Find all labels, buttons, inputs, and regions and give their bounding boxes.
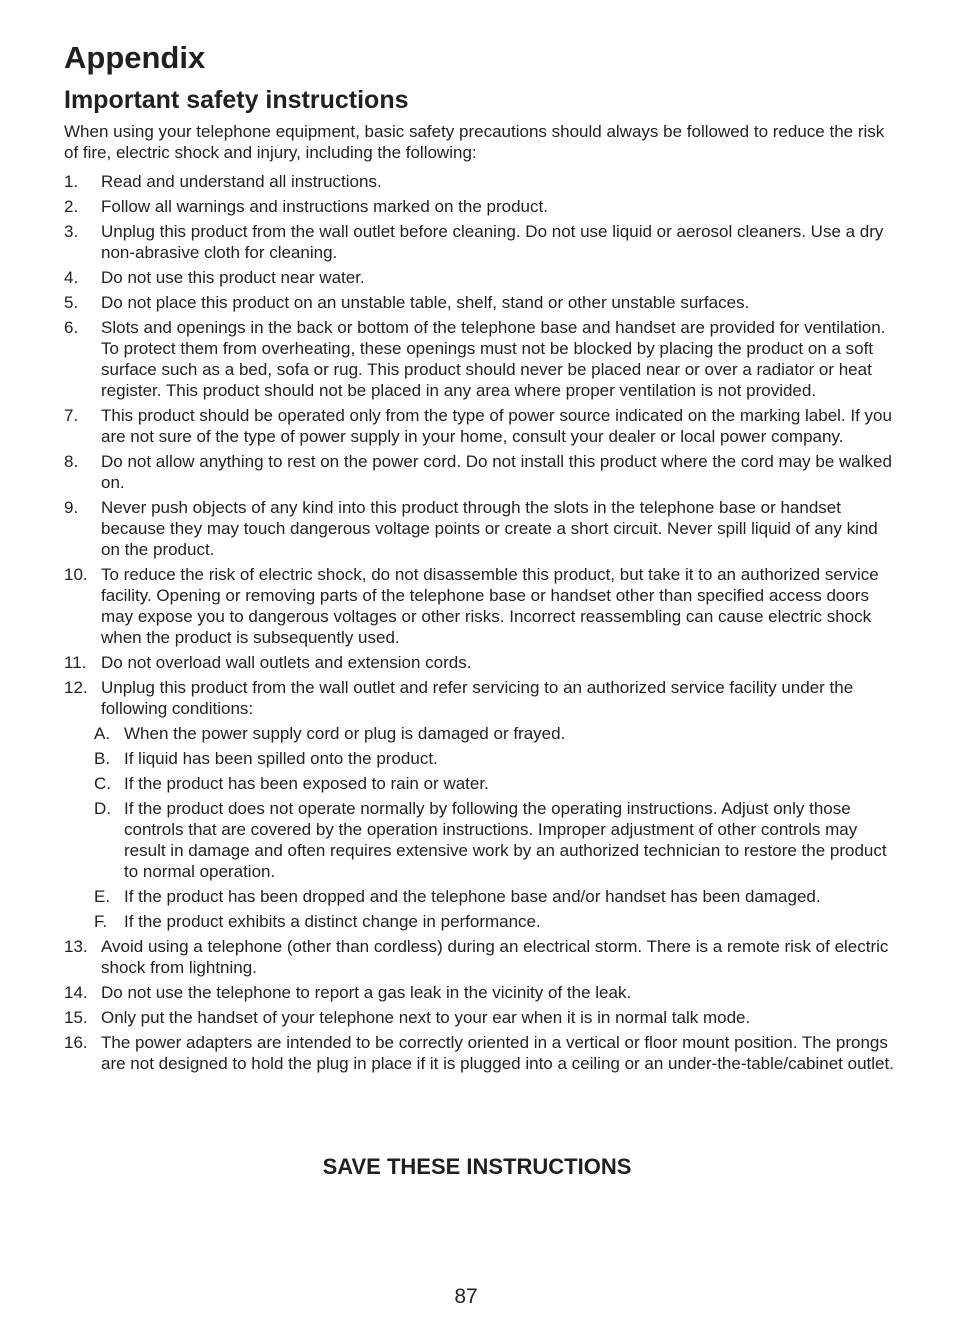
sub-list-item-letter: D.	[94, 799, 111, 818]
list-item	[64, 292, 894, 313]
intro-paragraph: When using your telephone equipment, basic safety precautions should always be followed to reduce the risk of fire, electric shock and injury, including the following:	[64, 122, 885, 162]
list-item-number: 11.	[64, 653, 87, 672]
sub-list-item	[64, 748, 894, 769]
list-item	[64, 196, 894, 217]
list-item-text: Only put the handset of your telephone next to your ear when it is in normal talk mode.	[101, 1008, 751, 1027]
sub-list-item-text: If the product has been dropped and the telephone base and/or handset has been damaged.	[124, 887, 821, 906]
list-item-text: This product should be operated only from the type of power source indicated on the marking label. If you are not sure of the type of power supply in your home, consult your dealer or local power company.	[101, 406, 892, 446]
list-item	[64, 405, 894, 447]
list-item	[64, 936, 894, 978]
sub-list-item-letter: C.	[94, 774, 111, 793]
list-item-text: Do not place this product on an unstable table, shelf, stand or other unstable surfaces.	[101, 293, 750, 312]
sub-list-item	[64, 798, 894, 882]
list-item-text: Avoid using a telephone (other than cordless) during an electrical storm. There is a remote risk of electric shock from lightning.	[101, 937, 889, 977]
list-item-number: 5.	[64, 293, 79, 312]
sub-list-item	[64, 886, 894, 907]
list-item-number: 13.	[64, 937, 88, 956]
list-item-text: Never push objects of any kind into this product through the slots in the telephone base or handset because they may touch dangerous voltage points or create a short circuit. Never spill liquid of any kind on the product.	[101, 498, 878, 559]
list-item-text: Unplug this product from the wall outlet before cleaning. Do not use liquid or aerosol cleaners. Use a dry non-abrasive cloth for cleaning.	[101, 222, 884, 262]
list-item-text: The power adapters are intended to be correctly oriented in a vertical or floor mount position. The prongs are not designed to hold the plug in place if it is plugged into a ceiling or an under-the-table/cabinet outlet.	[101, 1033, 894, 1073]
list-item-number: 8.	[64, 452, 79, 471]
sub-list-item-text: If the product does not operate normally by following the operating instructions. Adjust only those controls that are covered by the operation instructions. Improper adjustment of other controls may result in damage and often requires extensive work by an authorized technician to restore the product to normal operation.	[124, 799, 887, 881]
list-item	[64, 1032, 894, 1074]
sub-list-item-letter: B.	[94, 749, 111, 768]
list-item	[64, 171, 894, 192]
safety-instructions-list	[64, 171, 894, 1078]
list-item-text: Unplug this product from the wall outlet and refer servicing to an authorized service facility under the following conditions:	[101, 678, 854, 718]
list-item	[64, 317, 894, 401]
section-title: Important safety instructions	[64, 86, 409, 114]
list-item-number: 14.	[64, 983, 88, 1002]
sub-list-item	[64, 723, 894, 744]
list-item-text: Do not overload wall outlets and extension cords.	[101, 653, 472, 672]
list-item-text: Read and understand all instructions.	[101, 172, 382, 191]
list-item	[64, 221, 894, 263]
list-item-text: Follow all warnings and instructions marked on the product.	[101, 197, 548, 216]
sub-list-item-text: If liquid has been spilled onto the product.	[124, 749, 438, 768]
list-item-text: To reduce the risk of electric shock, do not disassemble this product, but take it to an authorized service facility. Opening or removing parts of the telephone base or handset other than specified access doors may expose you to dangerous voltages or other risks. Incorrect reassembling can cause electric shock when the product is subsequently used.	[101, 565, 879, 647]
list-item-number: 2.	[64, 197, 79, 216]
list-item	[64, 564, 894, 648]
list-item-number: 7.	[64, 406, 79, 425]
list-item-text: Slots and openings in the back or bottom of the telephone base and handset are provided for ventilation. To protect them from overheating, these openings must not be blocked by placing the product on a soft surface such as a bed, sofa or rug. This product should never be placed near or over a radiator or heat register. This product should not be placed in any area where proper ventilation is not provided.	[101, 318, 886, 400]
sub-list-item-letter: E.	[94, 887, 111, 906]
list-item-text: Do not use this product near water.	[101, 268, 365, 287]
list-item	[64, 451, 894, 493]
list-item-number: 6.	[64, 318, 79, 337]
save-instructions-heading: SAVE THESE INSTRUCTIONS	[322, 1154, 632, 1179]
list-item	[64, 677, 894, 932]
list-item	[64, 1007, 894, 1028]
list-item-number: 4.	[64, 268, 79, 287]
list-item-number: 16.	[64, 1033, 88, 1052]
sub-list-item-text: If the product exhibits a distinct change in performance.	[124, 912, 541, 931]
page-number: 87	[454, 1285, 478, 1308]
list-item-number: 10.	[64, 565, 88, 584]
list-item-text: Do not use the telephone to report a gas leak in the vicinity of the leak.	[101, 983, 632, 1002]
sub-list-item	[64, 773, 894, 794]
list-item	[64, 267, 894, 288]
list-item-number: 1.	[64, 172, 79, 191]
sub-list-item-text: When the power supply cord or plug is damaged or frayed.	[124, 724, 566, 743]
sub-list-item-letter: A.	[94, 724, 111, 743]
list-item-text: Do not allow anything to rest on the power cord. Do not install this product where the cord may be walked on.	[101, 452, 892, 492]
list-item-number: 15.	[64, 1008, 88, 1027]
sub-list-item-text: If the product has been exposed to rain or water.	[124, 774, 489, 793]
sub-list-item	[64, 911, 894, 932]
list-item-number: 12.	[64, 678, 88, 697]
page-title: Appendix	[64, 40, 206, 75]
sub-list	[64, 723, 894, 932]
sub-list-item-letter: F.	[94, 912, 108, 931]
list-item	[64, 652, 894, 673]
list-item	[64, 982, 894, 1003]
list-item-number: 3.	[64, 222, 79, 241]
list-item	[64, 497, 894, 560]
list-item-number: 9.	[64, 498, 79, 517]
